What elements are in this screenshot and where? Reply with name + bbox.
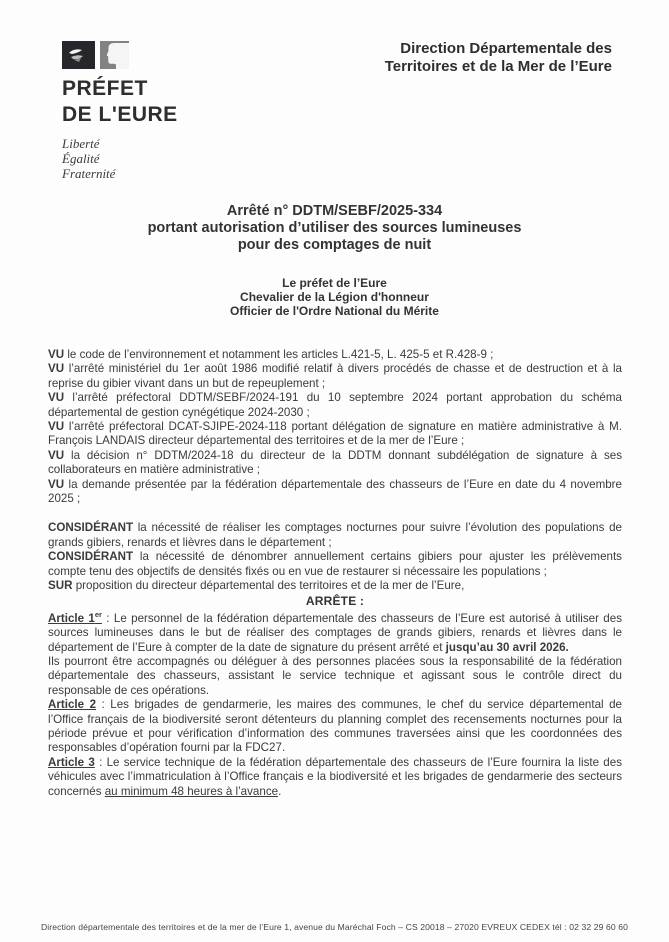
article-2-text: Les brigades de gendarmerie, les maires des communes, le chef du service départemental de l’Office français de la biodiversité seront détenteurs du planning complet des recensements nocturnes pour la période prévue et pour vérification d’information des communes traversées ainsi que les coordonnées des responsables d’opération fourni par la FDC27. xyxy=(48,698,622,755)
article-3-underlined-text: au minimum 48 heures à l’avance xyxy=(104,784,279,798)
considerant-group xyxy=(48,521,622,579)
decree-body xyxy=(48,348,622,799)
considerant-text: la nécessité de réaliser les comptages nocturnes pour suivre l’évolution des populations de grands gibiers, renards et lièvres dans le département ; xyxy=(48,521,622,549)
sur-paragraph xyxy=(48,579,622,593)
visa-paragraph xyxy=(48,348,622,362)
article-3-separator: : xyxy=(94,755,107,769)
article-3-text: Le service technique de la fédération départementale des chasseurs de l’Eure fournira la liste des véhicules avec l’immatriculation à l’Office français e la biodiversité et les brigades de gendarmerie des secteurs concernés xyxy=(48,755,622,798)
considerant-text: la nécessité de dénombrer annuellement certains gibiers pour ajuster les prélèvements compte tenu des objectifs de densités fixés ou en vue de restaurer si nécessaire les populations ; xyxy=(48,550,622,578)
prefecture-name-line1: PRÉFET xyxy=(62,77,148,100)
article-3-label: Article 3 xyxy=(48,755,95,769)
visa-label: VU xyxy=(48,477,65,491)
article-1-text: Le personnel de la fédération départementale des chasseurs de l’Eure est autorisé à utiliser des sources lumineuses dans le but de réaliser des comptages de grands gibiers, renards et lièvres dans le département de l’Eure à compter de la date de signature du présent arrêté et xyxy=(48,611,622,654)
direction-title-line1: Direction Départementale des xyxy=(400,40,612,57)
considerant-paragraph xyxy=(48,550,622,579)
decree-subject-line1: portant autorisation d’utiliser des sources lumineuses xyxy=(147,220,522,236)
prefecture-block xyxy=(62,40,178,181)
visa-paragraph xyxy=(48,478,622,507)
article-1-separator: : xyxy=(101,611,114,625)
visa-label: VU xyxy=(48,420,65,434)
arrete-heading: ARRÊTE : xyxy=(305,593,365,608)
decree-subject-line2: pour des comptages de nuit xyxy=(237,237,432,253)
footer-address: Direction départementale des territoires et de la mer de l’Eure 1, avenue du Maréchal Foch – CS 20018 – 27020 EVREUX CEDEX tél : 02 32 29 60 60 xyxy=(40,922,629,932)
considerant-label: CONSIDÉRANT xyxy=(48,550,134,564)
sur-label: SUR xyxy=(48,579,73,593)
visa-label: VU xyxy=(48,448,65,462)
visa-label: VU xyxy=(48,348,65,361)
article-1-label: Article 1er xyxy=(48,609,102,625)
direction-title xyxy=(292,40,612,76)
visa-text: le code de l’environnement et notamment les articles L.421-5, L. 425-5 et R.428-9 ; xyxy=(67,348,494,361)
issuer-line3: Officier de l'Ordre National du Mérite xyxy=(230,304,439,318)
motto-egalite: Égalité xyxy=(62,151,100,166)
prefecture-name-line2: DE L'EURE xyxy=(62,103,178,126)
direction-title-line2: Territoires et de la Mer de l’Eure xyxy=(384,58,612,75)
article-2-separator: : xyxy=(96,698,111,712)
issuer-line2: Chevalier de la Légion d'honneur xyxy=(240,290,429,304)
article-1-label-superscript: er xyxy=(94,609,102,619)
republic-motto xyxy=(62,136,178,181)
visa-text: l’arrêté préfectoral DCAT-SJIPE-2024-118 portant délégation de signature en matière administrative à M. François LANDAIS directeur départemental des territoires et de la mer de l’Eure ; xyxy=(48,420,622,448)
decree-number: Arrêté n° DDTM/SEBF/2025-334 xyxy=(226,203,443,219)
article-1-bold-text: jusqu’au 30 avril 2026. xyxy=(445,640,569,654)
issuer-line1: Le préfet de l’Eure xyxy=(282,276,387,290)
article-3-paragraph xyxy=(48,756,622,799)
decree-title xyxy=(0,203,669,254)
header xyxy=(0,0,669,181)
visa-group xyxy=(48,348,622,506)
article-2-paragraph xyxy=(48,698,622,756)
motto-liberte: Liberté xyxy=(62,136,100,151)
article-1-paragraph xyxy=(48,608,622,655)
article-1-followup-paragraph: Ils pourront être accompagnés ou déléguer à des personnes placées sous la responsabilité de la fédération départementale des chasseurs, assistant le service technique et agissant sous le contrôle direct du responsable de ces opérations. xyxy=(48,654,622,697)
visa-paragraph xyxy=(48,420,622,449)
sur-text: proposition du directeur départemental des territoires et de la mer de l’Eure, xyxy=(75,579,465,593)
motto-fraternite: Fraternité xyxy=(62,166,116,181)
visa-text: l’arrêté préfectoral DDTM/SEBF/2024-191 du 10 septembre 2024 portant approbation du schéma départemental de gestion cynégétique 2024-2030 ; xyxy=(48,391,622,419)
visa-paragraph xyxy=(48,362,622,391)
article-2-label: Article 2 xyxy=(48,698,97,712)
prefecture-name xyxy=(62,76,178,128)
article-3-end: . xyxy=(278,784,282,798)
marianne-logo-icon xyxy=(62,40,132,70)
visa-text: la décision n° DDTM/2024-18 du directeur de la DDTM donnant subdélégation de signature à ses collaborateurs en matière administrative ; xyxy=(48,448,622,477)
visa-text: l’arrêté ministériel du 1er août 1986 modifié relatif à divers procédés de chasse et de destruction et à la reprise du gibier vivant dans un but de repeuplement ; xyxy=(48,362,622,390)
considerant-paragraph xyxy=(48,521,622,550)
visa-paragraph xyxy=(48,391,622,420)
issuer-titles xyxy=(0,276,669,318)
visa-paragraph xyxy=(48,449,622,478)
visa-label: VU xyxy=(48,391,65,405)
considerant-label: CONSIDÉRANT xyxy=(48,521,134,535)
visa-text: la demande présentée par la fédération départementale des chasseurs de l’Eure en date du 4 novembre 2025 ; xyxy=(48,477,622,506)
visa-label: VU xyxy=(48,362,65,376)
